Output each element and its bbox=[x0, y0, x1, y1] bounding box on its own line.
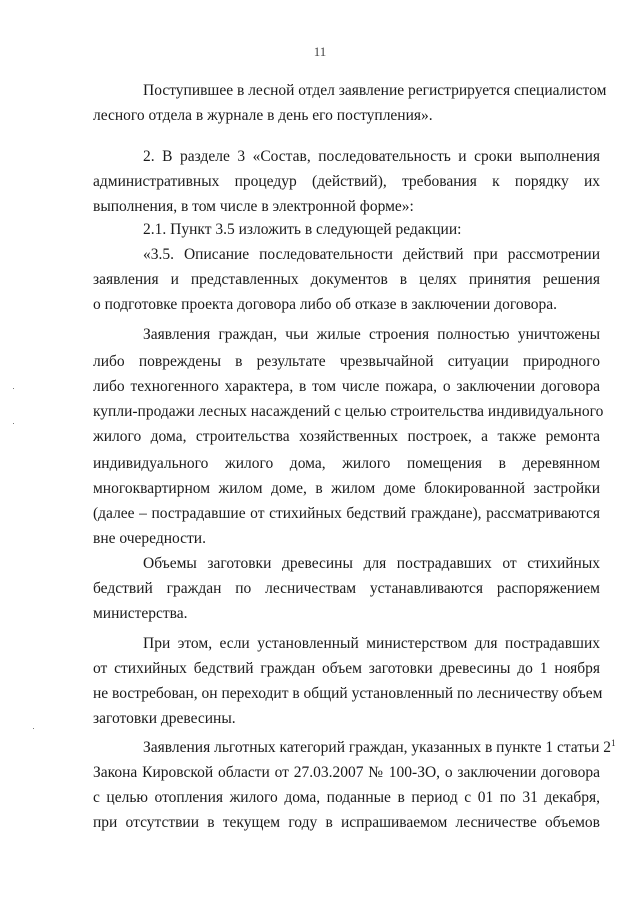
text-line: Заявления льготных категорий граждан, указанных в пункте 1 статьи 2 bbox=[143, 739, 612, 756]
text-line: «3.5. Описание последовательности действий при рассмотрении bbox=[143, 246, 600, 263]
text-line: либо техногенного характера, в том числе пожара, о заключении договора bbox=[93, 378, 600, 395]
text-line: либо повреждены в результате чрезвычайной ситуации природного bbox=[93, 353, 600, 370]
text-line: с целью отопления жилого дома, поданные в период с 01 по 31 декабря, bbox=[93, 789, 600, 806]
page-number: 11 bbox=[313, 44, 327, 59]
text-line: министерства. bbox=[93, 605, 188, 622]
scan-speck bbox=[13, 423, 14, 424]
text-line: Закона Кировской области от 27.03.2007 № 100-ЗО, о заключении договора bbox=[93, 764, 600, 781]
scan-speck bbox=[13, 388, 14, 389]
text-line: выполнения, в том числе в электронной форме»: bbox=[93, 198, 414, 215]
scan-speck bbox=[33, 728, 34, 729]
text-line: 2. В разделе 3 «Состав, последовательность и сроки выполнения bbox=[143, 148, 600, 165]
text-line: заявления и представленных документов в целях принятия решения bbox=[93, 271, 600, 288]
text-line: индивидуального жилого дома, жилого помещения в деревянном bbox=[93, 455, 600, 472]
text-line: административных процедур (действий), требования к порядку их bbox=[93, 173, 600, 190]
text-line: Объемы заготовки древесины для пострадавших от стихийных bbox=[143, 555, 600, 572]
text-line: (далее – пострадавшие от стихийных бедствий граждане), рассматриваются bbox=[93, 505, 600, 522]
text-line-with-superscript bbox=[143, 736, 616, 760]
text-line: Заявления граждан, чьи жилые строения полностью уничтожены bbox=[143, 326, 600, 343]
text-line: не востребован, он переходит в общий установленный по лесничеству объем bbox=[93, 685, 603, 702]
text-line: вне очередности. bbox=[93, 530, 206, 547]
text-line: лесного отдела в журнале в день его поступления». bbox=[93, 107, 433, 124]
text-line: о подготовке проекта договора либо об отказе в заключении договора. bbox=[93, 296, 558, 313]
text-line: заготовки древесины. bbox=[93, 710, 236, 727]
superscript: 1 bbox=[611, 738, 616, 748]
text-line: При этом, если установленный министерством для пострадавших bbox=[143, 635, 600, 652]
text-line: от стихийных бедствий граждан объем заготовки древесины до 1 ноября bbox=[93, 660, 600, 677]
text-line: при отсутствии в текущем году в испрашиваемом лесничестве объемов bbox=[93, 814, 600, 831]
text-line: Поступившее в лесной отдел заявление регистрируется специалистом bbox=[143, 82, 607, 99]
text-line: жилого дома, строительства хозяйственных построек, а также ремонта bbox=[93, 428, 600, 445]
text-line: многоквартирном жилом доме, в жилом доме блокированной застройки bbox=[93, 480, 600, 497]
text-line: 2.1. Пункт 3.5 изложить в следующей редакции: bbox=[143, 221, 462, 238]
text-line: бедствий граждан по лесничествам устанавливаются распоряжением bbox=[93, 580, 600, 597]
text-line: купли-продажи лесных насаждений с целью строительства индивидуального bbox=[93, 403, 604, 420]
